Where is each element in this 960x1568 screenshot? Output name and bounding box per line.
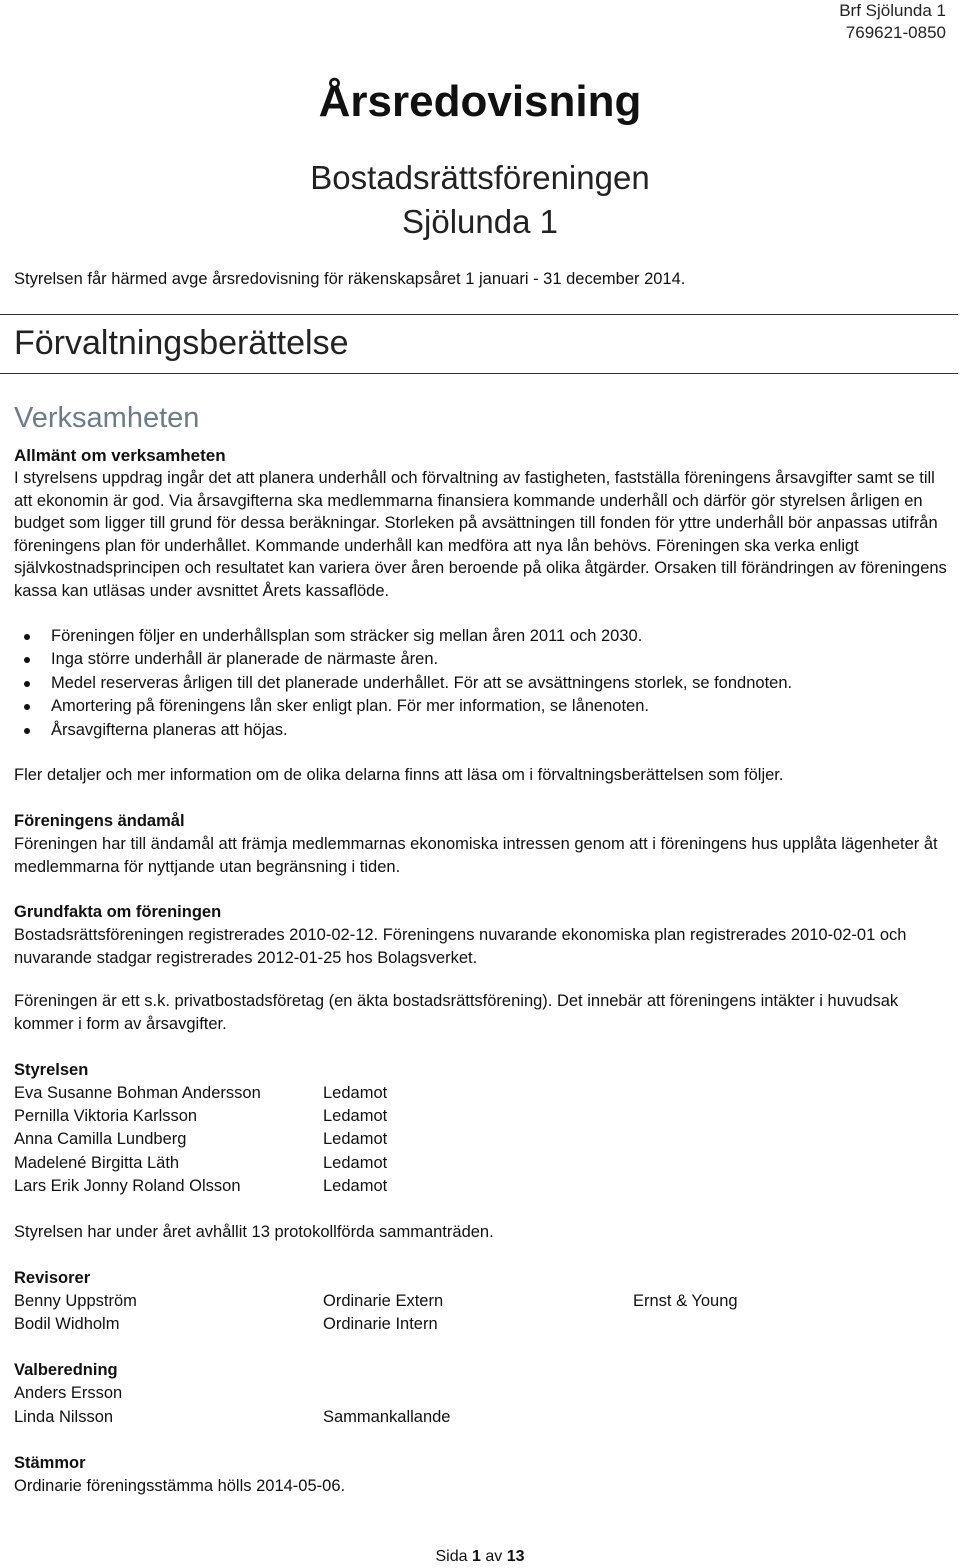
meetings-text: Ordinarie föreningsstämma hölls 2014-05-06. [14,1477,346,1495]
bullet-icon [24,704,30,710]
auditors-heading: Revisorer [14,1269,91,1287]
general-heading: Allmänt om verksamheten [14,446,226,465]
intro-text: Styrelsen får härmed avge årsredovisning för räkenskapsåret 1 januari - 31 december 2014. [14,270,686,288]
section-title: Förvaltningsberättelse [14,324,349,362]
board-member-name: Eva Susanne Bohman Andersson [14,1084,261,1102]
header-org-name: Brf Sjölunda 1 [839,1,946,20]
purpose-heading: Föreningens ändamål [14,812,185,830]
nomination-role: Sammankallande [323,1408,451,1426]
facts-heading: Grundfakta om föreningen [14,903,222,921]
board-member-role: Ledamot [323,1177,388,1195]
section-divider-bottom [0,373,958,374]
list-item-text: Årsavgifterna planeras att höjas. [51,720,288,739]
board-member-name: Lars Erik Jonny Roland Olsson [14,1177,241,1195]
nomination-heading: Valberedning [14,1361,118,1379]
list-item-text: Inga större underhåll är planerade de närmaste åren. [51,650,439,669]
board-member-name: Anna Camilla Lundberg [14,1130,187,1148]
meetings-heading: Stämmor [14,1454,86,1472]
footer-prefix: Sida [435,1548,468,1565]
board-member-name: Madelené Birgitta Läth [14,1154,180,1172]
document-title: Årsredovisning [318,77,642,126]
list-item [14,672,792,695]
auditor-role: Ordinarie Extern [323,1292,444,1310]
bullet-list [14,625,792,742]
current-page-number: 1 [471,1548,481,1565]
auditor-name: Bodil Widholm [14,1315,120,1333]
more-info-text: Fler detaljer och mer information om de olika delarna finns att läsa om i förvaltningsberättelsen som följer. [14,766,784,784]
page-footer [0,1546,960,1568]
nomination-name: Linda Nilsson [14,1408,114,1426]
bullet-icon [24,634,30,640]
document-header [839,0,946,44]
board-member-name: Pernilla Viktoria Karlsson [14,1107,198,1125]
list-item [14,625,792,648]
board-heading: Styrelsen [14,1061,89,1079]
list-item [14,719,792,742]
facts-text-1: Bostadsrättsföreningen registrerades 2010-02-12. Föreningens nuvarande ekonomiska plan registrerades 2010-02-01 och nuvarande stadgar registrerades 2012-01-25 hos Bolagsverket. [14,926,907,967]
header-org-number: 769621-0850 [845,23,946,42]
total-page-count: 13 [506,1548,525,1565]
section-divider-top [0,314,958,315]
auditor-name: Benny Uppström [14,1292,137,1310]
list-item [14,695,792,718]
board-member-role: Ledamot [323,1130,388,1148]
list-item-text: Amortering på föreningens lån sker enligt plan. För mer information, se lånenoten. [51,697,649,716]
subtitle-line-1: Bostadsrättsföreningen [310,159,650,196]
general-text: I styrelsens uppdrag ingår det att planera underhåll och förvaltning av fastigheten, fastställa föreningens årsavgifter samt se till att ekonomin är god. Via årsavgifterna ska medlemmarna finansiera kommande underhåll och därför gör styrelsen årligen en budget som ligger till grund för dessa beräkningar. Storleken på avsättningen till fonden för yttre underhåll bör anpassas utifrån föreningens plan för underhållet. Kommande underhåll kan medföra att nya lån behövs. Föreningen ska verka enligt självkostnadsprincipen och resultatet kan variera över åren beroende på olika åtgärder. Orsaken till förändringen av föreningens kassa kan utläsas under avsnittet Årets kassaflöde. [14,469,947,600]
subtitle-line-2: Sjölunda 1 [402,203,558,240]
board-member-role: Ledamot [323,1084,388,1102]
auditor-firm: Ernst & Young [633,1292,738,1310]
footer-separator: av [485,1548,503,1565]
facts-text-2: Föreningen är ett s.k. privatbostadsföretag (en äkta bostadsrättsförening). Det innebär att föreningens intäkter i huvudsak kommer i form av årsavgifter. [14,992,899,1033]
list-item-text: Medel reserveras årligen till det planerade underhållet. För att se avsättningens storlek, se fondnoten. [51,673,793,692]
nomination-name: Anders Ersson [14,1384,123,1402]
bullet-icon [24,728,30,734]
board-member-role: Ledamot [323,1107,388,1125]
board-member-role: Ledamot [323,1154,388,1172]
bullet-icon [24,681,30,687]
list-item [14,648,792,671]
bullet-icon [24,657,30,663]
subsection-title: Verksamheten [14,402,200,434]
list-item-text: Föreningen följer en underhållsplan som sträcker sig mellan åren 2011 och 2030. [51,627,643,645]
auditor-role: Ordinarie Intern [323,1315,438,1333]
board-meetings-text: Styrelsen har under året avhållit 13 protokollförda sammanträden. [14,1223,494,1241]
purpose-text: Föreningen har till ändamål att främja medlemmarnas ekonomiska intressen genom att i föreningens hus upplåta lägenheter åt medlemmarna för nyttjande utan begränsning i tiden. [14,835,938,876]
